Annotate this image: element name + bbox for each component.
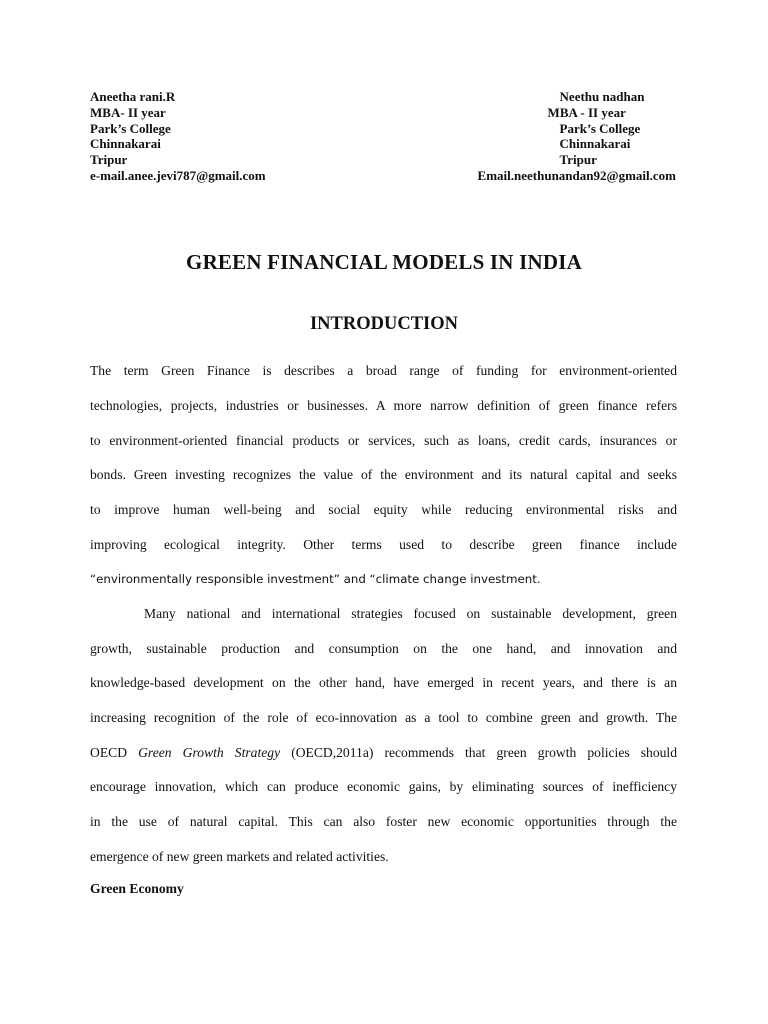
author-place: Chinnakarai <box>90 136 161 152</box>
author-college: Park’s College <box>559 120 641 136</box>
paragraph-2-line-5 <box>90 745 677 761</box>
paragraph-1-line-4: bonds. Green investing recognizes the value of the environment and its natural capital and seeks <box>90 467 677 482</box>
text-recommendation: (OECD,2011a) recommends that green growth policies should <box>280 745 678 760</box>
paragraph-2-line-1: Many national and international strategies focused on sustainable development, green <box>144 606 677 621</box>
paragraph-1-line-7: “environmentally responsible investment” and “climate change investment. <box>90 572 541 586</box>
paragraph-1-line-2: technologies, projects, industries or businesses. A more narrow definition of green finance refers <box>90 398 677 413</box>
author-city: Tripur <box>90 152 128 168</box>
author-name: Aneetha rani.R <box>90 89 176 104</box>
author-name: Neethu nadhan <box>559 89 645 104</box>
introduction-heading: INTRODUCTION <box>309 314 459 334</box>
author-place: Chinnakarai <box>559 136 631 152</box>
author-college: Park’s College <box>90 120 171 136</box>
paragraph-2-line-2: growth, sustainable production and consumption on the one hand, and innovation and <box>90 641 677 656</box>
author-city: Tripur <box>559 152 597 168</box>
author-block-left <box>90 89 266 184</box>
author-email: e-mail.anee.jevi787@gmail.com <box>90 167 266 183</box>
paragraph-2-line-7: in the use of natural capital. This can also foster new economic opportunities through the <box>90 814 677 829</box>
author-block-right <box>478 89 676 184</box>
paragraph-1-line-3: to environment-oriented financial products or services, such as loans, credit cards, insurances or <box>90 433 677 448</box>
paragraph-1-line-6: improving ecological integrity. Other terms used to describe green finance include <box>90 537 677 552</box>
paragraph-1-line-5: to improve human well-being and social equity while reducing environmental risks and <box>90 502 677 517</box>
paragraph-2-line-8: emergence of new green markets and related activities. <box>90 849 389 864</box>
paragraph-2-line-6: encourage innovation, which can produce economic gains, by eliminating sources of inefficiency <box>90 779 677 794</box>
italic-strategy-title: Green Growth Strategy <box>138 745 281 760</box>
section-heading-green-economy: Green Economy <box>90 881 184 896</box>
text-oecd: OECD <box>90 745 139 760</box>
author-program: MBA- II year <box>90 104 166 120</box>
author-email: Email.neethunandan92@gmail.com <box>477 167 676 183</box>
document-title: GREEN FINANCIAL MODELS IN INDIA <box>186 250 582 274</box>
author-program: MBA - II year <box>547 104 626 120</box>
paragraph-2-line-3: knowledge-based development on the other hand, have emerged in recent years, and there is an <box>90 675 677 690</box>
paragraph-1-line-1: The term Green Finance is describes a broad range of funding for environment-oriented <box>90 363 677 378</box>
paragraph-2-line-4: increasing recognition of the role of eco-innovation as a tool to combine green and growth. The <box>90 710 677 725</box>
